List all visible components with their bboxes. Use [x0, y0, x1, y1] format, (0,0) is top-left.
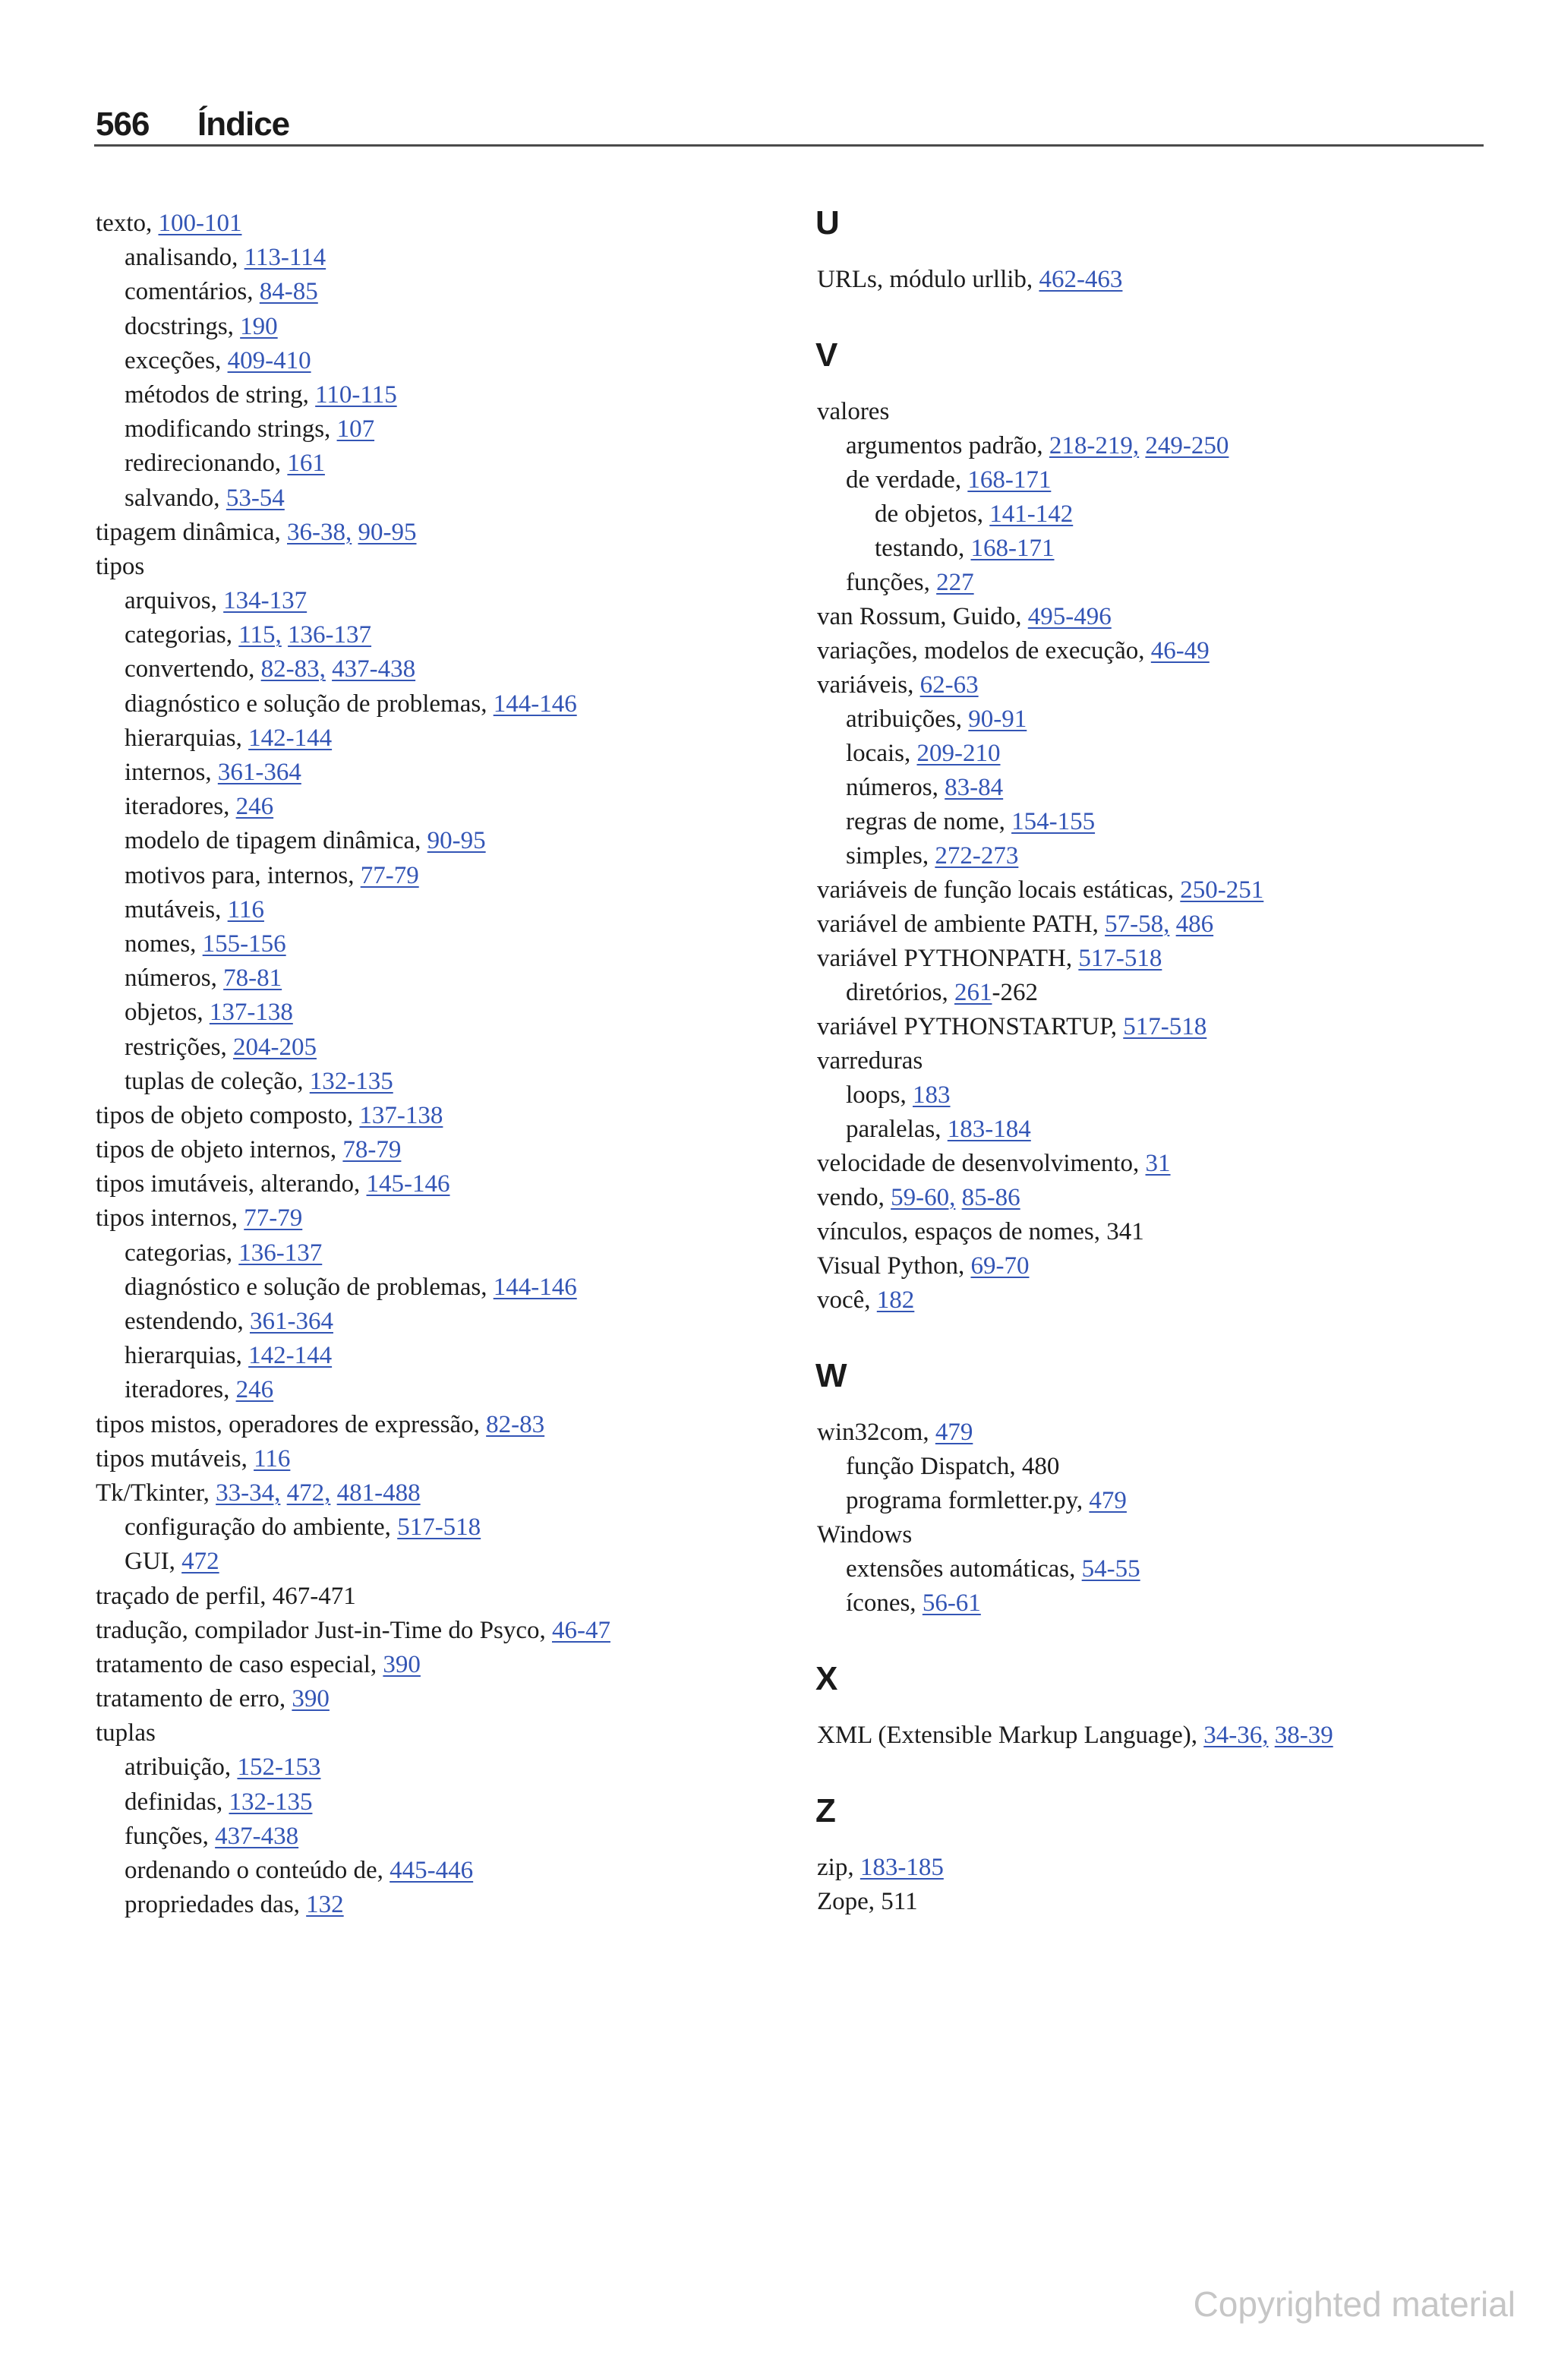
index-entry — [817, 497, 1516, 532]
page-reference-link[interactable]: 204-205 — [232, 1033, 317, 1061]
index-term: Windows — [817, 1520, 913, 1548]
page-reference-link[interactable]: 152-153 — [237, 1753, 321, 1782]
page-reference-link[interactable]: 517-518 — [1078, 944, 1162, 972]
page-reference-link[interactable]: 390 — [292, 1685, 330, 1713]
page-reference-link[interactable]: 246 — [235, 793, 274, 821]
index-term: mutáveis, — [125, 895, 222, 923]
index-term: definidas, — [125, 1788, 223, 1816]
index-term: ícones, — [846, 1589, 916, 1617]
index-term: números, — [125, 964, 217, 993]
index-term: funções, — [846, 568, 930, 596]
index-term: extensões automáticas, — [846, 1555, 1076, 1583]
index-entry — [96, 344, 779, 378]
index-term: argumentos padrão, — [846, 431, 1043, 459]
index-term: internos, — [125, 759, 212, 786]
page-reference-link[interactable]: 141-142 — [989, 500, 1074, 528]
index-entry — [96, 207, 779, 241]
page-reference-link[interactable]: 110-115 — [315, 380, 397, 409]
page-reference-link[interactable]: 445-446 — [390, 1857, 474, 1884]
page-reference-link[interactable]: 361-364 — [217, 759, 301, 786]
index-term: iteradores, — [125, 793, 230, 821]
index-entry — [96, 241, 779, 275]
index-term: salvando, — [125, 484, 220, 512]
index-term: tratamento de erro, — [96, 1685, 286, 1713]
index-term: paralelas, — [846, 1115, 942, 1143]
index-term: variável de ambiente PATH, — [817, 910, 1099, 938]
page-reference-link[interactable]: 100-101 — [158, 210, 242, 237]
index-entry — [96, 1510, 779, 1545]
page-reference-link[interactable]: 116 — [227, 895, 264, 923]
index-term: diretórios, — [846, 978, 948, 1006]
index-entry — [817, 395, 1516, 429]
page-reference-link[interactable]: 462-463 — [1039, 265, 1123, 293]
page-reference-link[interactable]: 53-54 — [226, 484, 285, 512]
page-reference-link[interactable]: 272-273 — [935, 841, 1019, 870]
page-reference-link[interactable]: 36-38, — [287, 518, 352, 546]
index-term: modelo de tipagem dinâmica, — [125, 827, 421, 855]
page-reference-link[interactable]: 54-55 — [1081, 1555, 1140, 1583]
page-range-tail: -262 — [992, 978, 1038, 1006]
index-entry — [96, 1408, 779, 1442]
index-entry — [817, 1181, 1516, 1215]
index-entry — [96, 1305, 779, 1339]
index-entry — [96, 1750, 779, 1785]
index-term: arquivos, — [125, 587, 217, 615]
index-entry — [96, 1133, 779, 1167]
page-reference-link[interactable]: 168-171 — [967, 466, 1052, 494]
page-reference-link[interactable]: 77-79 — [360, 861, 419, 889]
index-entry — [817, 976, 1516, 1010]
index-entry — [96, 996, 779, 1030]
index-term: tipos mistos, operadores de expressão, — [96, 1410, 480, 1438]
index-term: XML (Extensible Markup Language), — [817, 1721, 1197, 1749]
index-term: números, — [846, 773, 938, 801]
page-reference-link[interactable]: 249-250 — [1145, 431, 1229, 459]
page-reference-link[interactable]: 59-60, — [891, 1183, 956, 1211]
page-reference-link[interactable]: 261 — [954, 978, 992, 1006]
page-reference-link[interactable]: 481-488 — [336, 1479, 421, 1507]
index-entry — [96, 1442, 779, 1476]
page-reference-link[interactable]: 361-364 — [249, 1308, 333, 1335]
index-term: iteradores, — [125, 1376, 230, 1404]
page-reference-link[interactable]: 218-219, — [1049, 431, 1140, 459]
index-entry — [817, 1147, 1516, 1181]
index-entry — [96, 1716, 779, 1750]
page-reference-link[interactable]: 472, — [286, 1479, 331, 1507]
index-entry — [817, 463, 1516, 497]
index-section — [817, 1357, 1516, 1621]
index-term: vendo, — [817, 1183, 885, 1211]
index-entry — [96, 1854, 779, 1888]
index-entry — [817, 805, 1516, 839]
index-term: diagnóstico e solução de problemas, — [125, 690, 487, 718]
index-entry — [96, 310, 779, 344]
index-term: tipos de objeto composto, — [96, 1101, 354, 1129]
index-term: variações, modelos de execução, — [817, 636, 1145, 664]
index-term: diagnóstico e solução de problemas, — [125, 1273, 487, 1301]
index-entry — [96, 516, 779, 550]
page-reference-link[interactable]: 154-155 — [1011, 807, 1096, 835]
index-section — [817, 1660, 1516, 1753]
index-term: loops, — [846, 1081, 907, 1109]
index-section — [817, 336, 1516, 1318]
index-entry — [817, 1518, 1516, 1552]
index-entry — [96, 756, 779, 790]
index-entry — [96, 790, 779, 824]
index-term: atribuição, — [125, 1753, 232, 1782]
index-term: variável PYTHONPATH, — [817, 944, 1073, 972]
index-term: modificando strings, — [125, 415, 331, 443]
page-reference-link[interactable]: 116 — [254, 1444, 291, 1473]
index-term: propriedades das, — [125, 1891, 300, 1919]
index-term: restrições, — [125, 1033, 227, 1061]
index-term: tipos imutáveis, alterando, — [96, 1170, 361, 1198]
page-reference-link[interactable]: 168-171 — [970, 534, 1055, 562]
index-term: varreduras — [817, 1046, 923, 1075]
index-entry — [96, 1065, 779, 1099]
index-term: função Dispatch, 480 — [846, 1452, 1060, 1480]
index-term: tipos mutáveis, — [96, 1444, 248, 1473]
index-term: estendendo, — [125, 1308, 244, 1335]
page-reference-link[interactable]: 134-137 — [223, 587, 308, 615]
page-reference-link[interactable]: 183-185 — [860, 1853, 944, 1881]
page-reference-link[interactable]: 190 — [240, 312, 278, 340]
page-reference-link[interactable]: 161 — [287, 450, 325, 478]
index-term: atribuições, — [846, 705, 963, 733]
index-entry — [817, 1078, 1516, 1113]
index-term: win32com, — [817, 1418, 929, 1446]
index-entry — [96, 550, 779, 584]
index-entry — [96, 1373, 779, 1407]
page-reference-link[interactable]: 136-137 — [288, 621, 372, 649]
index-term: hierarquias, — [125, 724, 242, 752]
index-entry — [817, 600, 1516, 634]
page-reference-link[interactable]: 437-438 — [332, 655, 416, 683]
index-entry — [96, 824, 779, 858]
index-entry — [96, 1614, 779, 1648]
page-reference-link[interactable]: 137-138 — [359, 1101, 443, 1129]
index-entry — [96, 687, 779, 721]
index-entry — [817, 907, 1516, 942]
index-entry — [817, 1044, 1516, 1078]
section-letter-heading: V — [815, 336, 838, 374]
index-term: Visual Python, — [817, 1252, 965, 1280]
page-reference-link[interactable]: 183 — [913, 1081, 951, 1109]
page-reference-link[interactable]: 38-39 — [1274, 1721, 1333, 1749]
index-term: van Rossum, Guido, — [817, 602, 1022, 630]
index-entry — [817, 1719, 1516, 1753]
page-reference-link[interactable]: 142-144 — [248, 1342, 333, 1370]
index-term: variável PYTHONSTARTUP, — [817, 1012, 1118, 1040]
index-term: velocidade de desenvolvimento, — [817, 1149, 1140, 1177]
index-term: locais, — [846, 739, 911, 767]
index-term: categorias, — [125, 1239, 233, 1267]
page-reference-link[interactable]: 82-83 — [486, 1410, 545, 1438]
page-reference-link[interactable]: 472 — [181, 1548, 219, 1576]
index-left-column — [96, 207, 779, 1922]
index-entry — [817, 1885, 1516, 1919]
page-reference-link[interactable]: 78-79 — [342, 1136, 402, 1164]
index-entry — [96, 1339, 779, 1373]
page-reference-link[interactable]: 145-146 — [366, 1170, 450, 1198]
index-term: convertendo, — [125, 655, 255, 683]
index-term: objetos, — [125, 999, 203, 1027]
page-reference-link[interactable]: 144-146 — [493, 690, 577, 718]
index-term: você, — [817, 1286, 871, 1314]
index-entry — [817, 429, 1516, 463]
index-entry — [817, 1113, 1516, 1147]
index-entry — [96, 378, 779, 412]
index-term: analisando, — [125, 244, 238, 272]
index-entry — [96, 1099, 779, 1133]
index-entry — [96, 1580, 779, 1614]
page-reference-link[interactable]: 250-251 — [1180, 876, 1264, 904]
index-entry — [96, 1476, 779, 1510]
index-entry — [96, 927, 779, 961]
index-entry — [817, 1283, 1516, 1318]
index-entry — [817, 1416, 1516, 1450]
copyright-watermark: Copyrighted material — [1193, 2284, 1516, 2324]
page-reference-link[interactable]: 136-137 — [238, 1239, 323, 1267]
page-header — [0, 103, 1555, 146]
index-entry — [96, 1888, 779, 1922]
page-reference-link[interactable]: 183-184 — [947, 1115, 1031, 1143]
page-reference-link[interactable]: 46-47 — [551, 1616, 610, 1644]
index-entry — [96, 584, 779, 618]
page-reference-link[interactable]: 33-34, — [216, 1479, 281, 1507]
index-term: docstrings, — [125, 312, 234, 340]
index-entry — [817, 942, 1516, 976]
header-rule — [94, 144, 1484, 147]
index-term: regras de nome, — [846, 807, 1005, 835]
index-term: zip, — [817, 1853, 854, 1881]
index-term: simples, — [846, 841, 929, 870]
page-reference-link[interactable]: 57-58, — [1105, 910, 1170, 938]
page-reference-link[interactable]: 31 — [1145, 1149, 1171, 1177]
index-entry — [817, 1484, 1516, 1518]
index-entry — [96, 1270, 779, 1305]
page-reference-link[interactable]: 78-81 — [223, 964, 282, 993]
index-term: tipos — [96, 552, 145, 580]
page-reference-link[interactable]: 107 — [336, 415, 375, 443]
page-reference-link[interactable]: 246 — [235, 1376, 274, 1404]
index-entry — [817, 1552, 1516, 1586]
index-entry — [817, 1215, 1516, 1249]
page-reference-link[interactable]: 90-95 — [427, 827, 486, 855]
index-entry — [817, 1010, 1516, 1044]
index-term: de verdade, — [846, 466, 962, 494]
index-term: exceções, — [125, 346, 222, 374]
index-term: tradução, compilador Just-in-Time do Psyco, — [96, 1616, 546, 1644]
index-term: tratamento de caso especial, — [96, 1650, 377, 1678]
index-term: variáveis, — [817, 671, 914, 699]
index-entry — [96, 1236, 779, 1270]
section-letter-heading: U — [815, 204, 840, 241]
index-entry — [96, 412, 779, 447]
index-entry — [96, 1785, 779, 1820]
index-term: tuplas de coleção, — [125, 1067, 304, 1095]
page-reference-link[interactable]: 62-63 — [919, 671, 979, 699]
index-entry — [817, 1450, 1516, 1484]
index-entry — [817, 566, 1516, 600]
page-reference-link[interactable]: 517-518 — [1123, 1012, 1207, 1040]
index-term: de objetos, — [875, 500, 983, 528]
index-entry — [817, 873, 1516, 907]
index-right-column — [817, 204, 1516, 1919]
page-reference-link[interactable]: 182 — [876, 1286, 915, 1314]
page-reference-link[interactable]: 56-61 — [922, 1589, 981, 1617]
index-entry — [96, 721, 779, 756]
page-reference-link[interactable]: 144-146 — [493, 1273, 577, 1301]
page-reference-link[interactable]: 132-135 — [309, 1067, 393, 1095]
index-entry — [817, 634, 1516, 668]
page-reference-link[interactable]: 83-84 — [945, 773, 1004, 801]
section-letter-heading: X — [815, 1660, 838, 1697]
page-reference-link[interactable]: 113-114 — [244, 244, 326, 272]
index-term: configuração do ambiente, — [125, 1514, 391, 1542]
index-entry — [96, 961, 779, 996]
page-reference-link[interactable]: 209-210 — [916, 739, 1001, 767]
page-reference-link[interactable]: 437-438 — [215, 1822, 299, 1850]
index-term: comentários, — [125, 278, 254, 306]
index-term: GUI, — [125, 1548, 175, 1576]
page-reference-link[interactable]: 90-91 — [968, 705, 1027, 733]
index-entry — [96, 893, 779, 927]
index-entry — [817, 1249, 1516, 1283]
page-reference-link[interactable]: 132 — [306, 1891, 344, 1919]
index-entry — [96, 275, 779, 309]
index-section — [817, 204, 1516, 297]
page-reference-link[interactable]: 90-95 — [358, 518, 417, 546]
page-reference-link[interactable]: 137-138 — [209, 999, 293, 1027]
index-term: Tk/Tkinter, — [96, 1479, 210, 1507]
index-term: programa formletter.py, — [846, 1486, 1083, 1514]
page-reference-link[interactable]: 82-83, — [260, 655, 326, 683]
index-term: valores — [817, 397, 890, 425]
page-reference-link[interactable]: 495-496 — [1027, 602, 1112, 630]
index-entry — [817, 839, 1516, 873]
index-term: texto, — [96, 210, 153, 237]
index-entry — [96, 652, 779, 687]
index-entry — [96, 481, 779, 516]
page-title: Índice — [197, 106, 290, 143]
index-entry — [96, 1201, 779, 1236]
index-term: Zope, 511 — [817, 1887, 918, 1915]
index-entry — [817, 702, 1516, 737]
index-term: vínculos, espaços de nomes, 341 — [817, 1217, 1144, 1245]
index-term: nomes, — [125, 930, 197, 958]
index-term: hierarquias, — [125, 1342, 242, 1370]
page-reference-link[interactable]: 69-70 — [970, 1252, 1030, 1280]
index-entry — [817, 1851, 1516, 1885]
index-entry — [817, 737, 1516, 771]
page-reference-link[interactable]: 115, — [238, 621, 282, 649]
index-entry — [817, 771, 1516, 805]
page-number: 566 — [96, 106, 150, 143]
index-entry — [96, 1682, 779, 1716]
index-term: motivos para, internos, — [125, 861, 355, 889]
index-term: categorias, — [125, 621, 233, 649]
index-entry — [96, 859, 779, 893]
index-entry — [817, 668, 1516, 702]
index-term: métodos de string, — [125, 380, 309, 409]
page-reference-link[interactable]: 227 — [936, 568, 974, 596]
index-entry — [817, 263, 1516, 297]
section-letter-heading: W — [815, 1357, 847, 1394]
index-term: URLs, módulo urllib, — [817, 265, 1033, 293]
page-reference-link[interactable]: 486 — [1175, 910, 1214, 938]
index-term: funções, — [125, 1822, 209, 1850]
page-reference-link[interactable]: 34-36, — [1203, 1721, 1269, 1749]
page-reference-link[interactable]: 85-86 — [961, 1183, 1020, 1211]
page-reference-link[interactable]: 155-156 — [202, 930, 286, 958]
page-reference-link[interactable]: 390 — [383, 1650, 421, 1678]
page-reference-link[interactable]: 479 — [1089, 1486, 1127, 1514]
page-reference-link[interactable]: 517-518 — [397, 1514, 481, 1542]
index-entry — [817, 1586, 1516, 1621]
page-reference-link[interactable]: 142-144 — [248, 724, 333, 752]
page-reference-link[interactable]: 409-410 — [227, 346, 311, 374]
index-section — [817, 1792, 1516, 1919]
index-term: ordenando o conteúdo de, — [125, 1857, 383, 1884]
index-term: testando, — [875, 534, 965, 562]
index-term: tuplas — [96, 1719, 156, 1747]
page-reference-link[interactable]: 132-135 — [229, 1788, 313, 1816]
index-entry — [96, 1167, 779, 1201]
index-term: tipos de objeto internos, — [96, 1136, 337, 1164]
index-term: traçado de perfil, 467-471 — [96, 1582, 356, 1610]
page-reference-link[interactable]: 84-85 — [259, 278, 318, 306]
index-entry — [96, 1820, 779, 1854]
page-reference-link[interactable]: 46-49 — [1150, 636, 1210, 664]
index-entry — [817, 532, 1516, 566]
index-entry — [96, 447, 779, 481]
index-term: tipagem dinâmica, — [96, 518, 281, 546]
index-entry — [96, 1545, 779, 1579]
index-entry — [96, 618, 779, 652]
page-reference-link[interactable]: 479 — [935, 1418, 973, 1446]
index-entry — [96, 1648, 779, 1682]
section-letter-heading: Z — [815, 1792, 836, 1829]
index-term: redirecionando, — [125, 450, 282, 478]
page-reference-link[interactable]: 77-79 — [244, 1204, 303, 1233]
index-term: variáveis de função locais estáticas, — [817, 876, 1175, 904]
index-term: tipos internos, — [96, 1204, 238, 1233]
index-entry — [96, 1031, 779, 1065]
